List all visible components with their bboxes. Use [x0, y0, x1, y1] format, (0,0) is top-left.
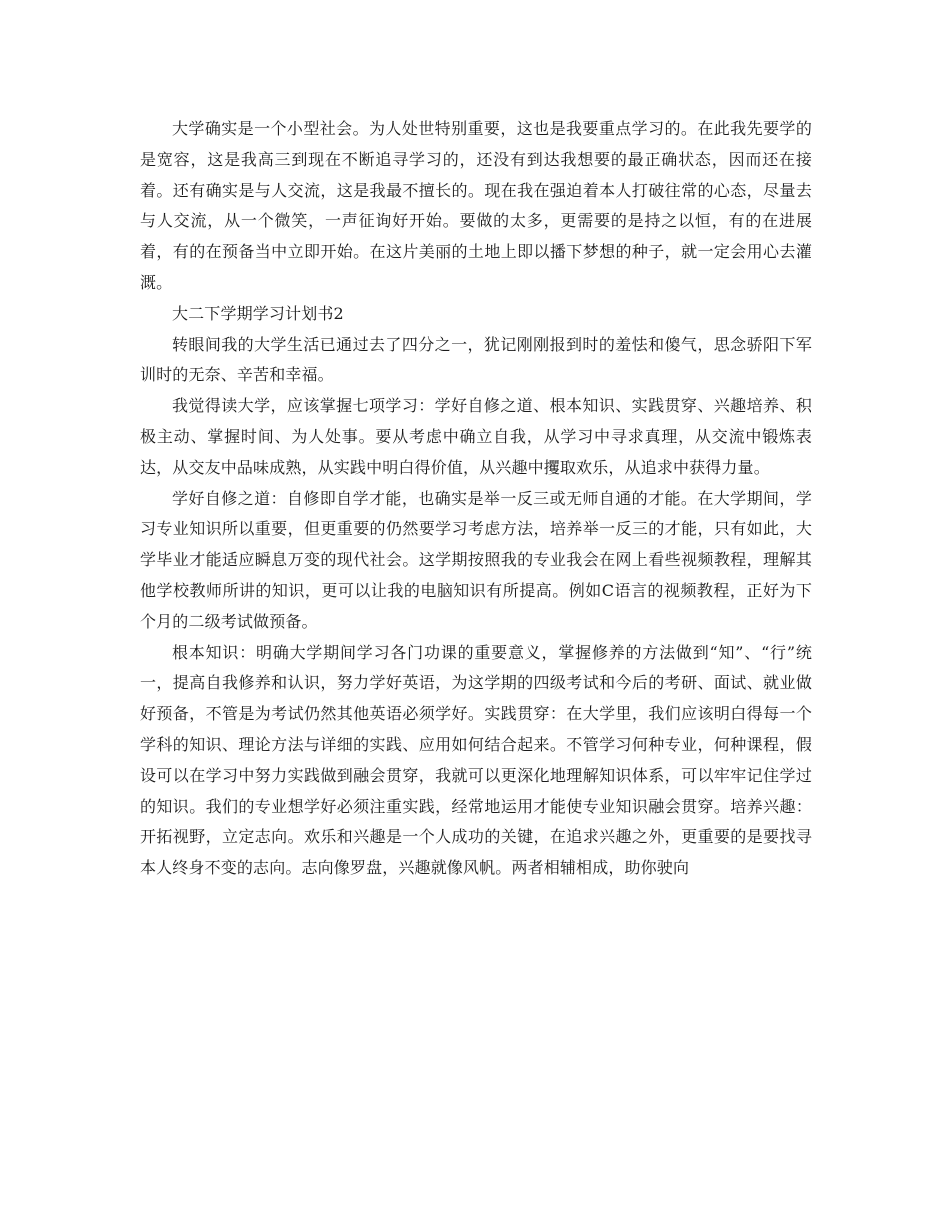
section-heading: 大二下学期学习计划书2: [172, 303, 344, 323]
paragraph-intro: 转眼间我的大学生活已通过去了四分之一，犹记刚刚报到时的羞怯和傻气，思念骄阳下军训时的无奈、辛苦和幸福。: [140, 334, 812, 385]
paragraph-seven-items: 我觉得读大学，应该掌握七项学习：学好自修之道、根本知识、实践贯穿、兴趣培养、积极主动、掌握时间、为人处事。要从考虑中确立自我，从学习中寻求真理，从交流中锻炼表达，从交友中品味成熟，从实践中明白得价值，从兴趣中攫取欢乐，从追求中获得力量。: [140, 396, 812, 477]
paragraph-social-skills: 大学确实是一个小型社会。为人处世特别重要，这也是我要重点学习的。在此我先要学的是宽容，这是我高三到现在不断追寻学习的，还没有到达我想要的最正确状态，因而还在接着。还有确实是与人交流，这是我最不擅长的。现在我在强迫着本人打破往常的心态，尽量去与人交流，从一个微笑，一声征询好开始。要做的太多，更需要的是持之以恒，有的在进展着，有的在预备当中立即开始。在这片美丽的土地上即以播下梦想的种子，就一定会用心去灌溉。: [140, 119, 812, 292]
paragraph-self-study: 学好自修之道：自修即自学才能，也确实是举一反三或无师自通的才能。在大学期间，学习专业知识所以重要，但更重要的仍然要学习考虑方法，培养举一反三的才能，只有如此，大学毕业才能适应瞬息万变的现代社会。这学期按照我的专业我会在网上看些视频教程，理解其他学校教师所讲的知识，更可以让我的电脑知识有所提高。例如C语言的视频教程，正好为下个月的二级考试做预备。: [140, 488, 812, 631]
paragraph-basic-knowledge: 根本知识：明确大学期间学习各门功课的重要意义，掌握修养的方法做到“知”、“行”统一，提高自我修养和认识，努力学好英语，为这学期的四级考试和今后的考研、面试、就业做好预备，不管是为考试仍然其他英语必须学好。实践贯穿：在大学里，我们应该明白得每一个学科的知识、理论方法与详细的实践、应用如何结合起来。不管学习何种专业，何种课程，假设可以在学习中努力实践做到融会贯穿，我就可以更深化地理解知识体系，可以牢牢记住学过的知识。我们的专业想学好必须注重实践，经常地运用才能使专业知识融会贯穿。培养兴趣：开拓视野，立定志向。欢乐和兴趣是一个人成功的关键，在追求兴趣之外，更重要的是要找寻本人终身不变的志向。志向像罗盘，兴趣就像风帆。两者相辅相成，助你驶向: [140, 642, 812, 878]
document-body: [140, 114, 812, 884]
